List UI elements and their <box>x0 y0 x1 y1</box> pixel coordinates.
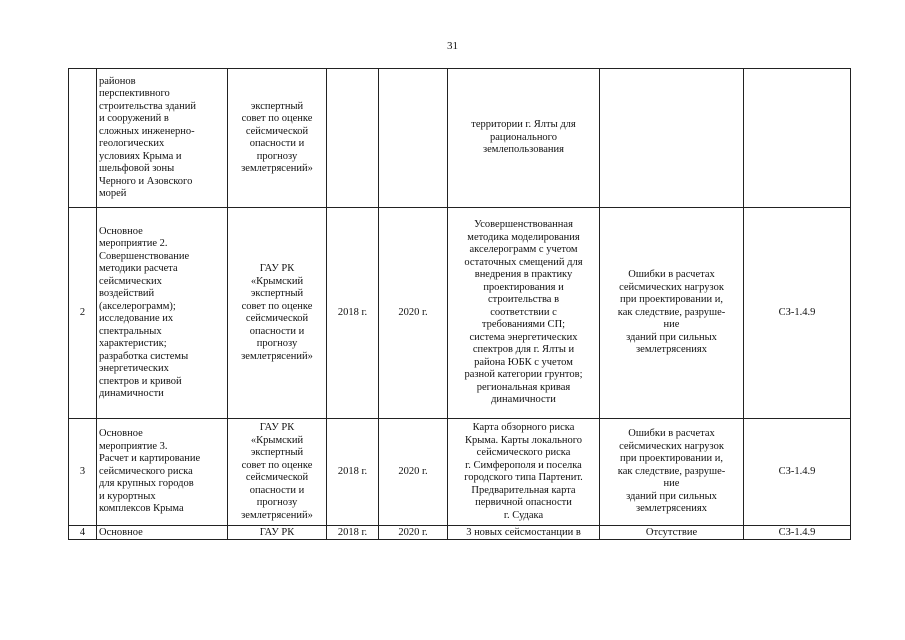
consequence-cell: Ошибки в расчетах сейсмических нагрузок при проектировании и, как следствие, разруше- ние зданий при сильных землетрясениях <box>600 208 744 419</box>
start-year-cell: 2018 г. <box>327 526 379 540</box>
row-number: 4 <box>69 526 97 540</box>
executor-cell: ГАУ РК <box>228 526 327 540</box>
row-number: 2 <box>69 208 97 419</box>
consequence-cell: Отсутствие <box>600 526 744 540</box>
table-row <box>69 526 851 540</box>
executor-cell: ГАУ РК «Крымский экспертный совет по оценке сейсмической опасности и прогнозу землетрясений» <box>228 208 327 419</box>
end-year-cell: 2020 г. <box>379 208 448 419</box>
start-year-cell: 2018 г. <box>327 419 379 526</box>
link-cell: СЗ-1.4.9 <box>744 208 851 419</box>
table-row <box>69 419 851 526</box>
executor-cell: экспертный совет по оценке сейсмической опасности и прогнозу землетрясений» <box>228 69 327 208</box>
end-year-cell: 2020 г. <box>379 419 448 526</box>
measure-name-cell: Основное мероприятие 3. Расчет и картирование сейсмического риска для крупных городов и курортных комплексов Крыма <box>97 419 228 526</box>
measure-name-cell: Основное мероприятие 2. Совершенствование методики расчета сейсмических воздействий (акселерограмм); исследование их спектральных характеристик; разработка системы энергетических спектров и кривой динамичности <box>97 208 228 419</box>
link-cell: СЗ-1.4.9 <box>744 419 851 526</box>
result-cell: 3 новых сейсмостанции в <box>448 526 600 540</box>
end-year-cell: 2020 г. <box>379 526 448 540</box>
result-cell: Усовершенствованная методика моделирования акселерограмм с учетом остаточных смещений для внедрения в практику проектирования и строительства в соответствии с требованиями СП; система энергетических спектров для г. Ялты и района ЮБК с учетом разной категории грунтов; региональная кривая динамичности <box>448 208 600 419</box>
result-cell: Карта обзорного риска Крыма. Карты локального сейсмического риска г. Симферополя и поселка городского типа Партенит. Предварительная карта первичной опасности г. Судака <box>448 419 600 526</box>
measure-name-cell: районов перспективного строительства зданий и сооружений в сложных инженерно- геологических условиях Крыма и шельфовой зоны Черного и Азовского морей <box>97 69 228 208</box>
row-number: 3 <box>69 419 97 526</box>
table-row <box>69 69 851 208</box>
result-cell: территории г. Ялты для рационального землепользования <box>448 69 600 208</box>
start-year-cell <box>327 69 379 208</box>
consequence-cell <box>600 69 744 208</box>
measures-table <box>68 68 851 540</box>
measure-name-cell: Основное <box>97 526 228 540</box>
link-cell <box>744 69 851 208</box>
executor-cell: ГАУ РК «Крымский экспертный совет по оценке сейсмической опасности и прогнозу землетрясений» <box>228 419 327 526</box>
table-row <box>69 208 851 419</box>
link-cell: СЗ-1.4.9 <box>744 526 851 540</box>
end-year-cell <box>379 69 448 208</box>
row-number <box>69 69 97 208</box>
consequence-cell: Ошибки в расчетах сейсмических нагрузок при проектировании и, как следствие, разруше- ние зданий при сильных землетрясениях <box>600 419 744 526</box>
page-number: 31 <box>447 40 458 52</box>
start-year-cell: 2018 г. <box>327 208 379 419</box>
